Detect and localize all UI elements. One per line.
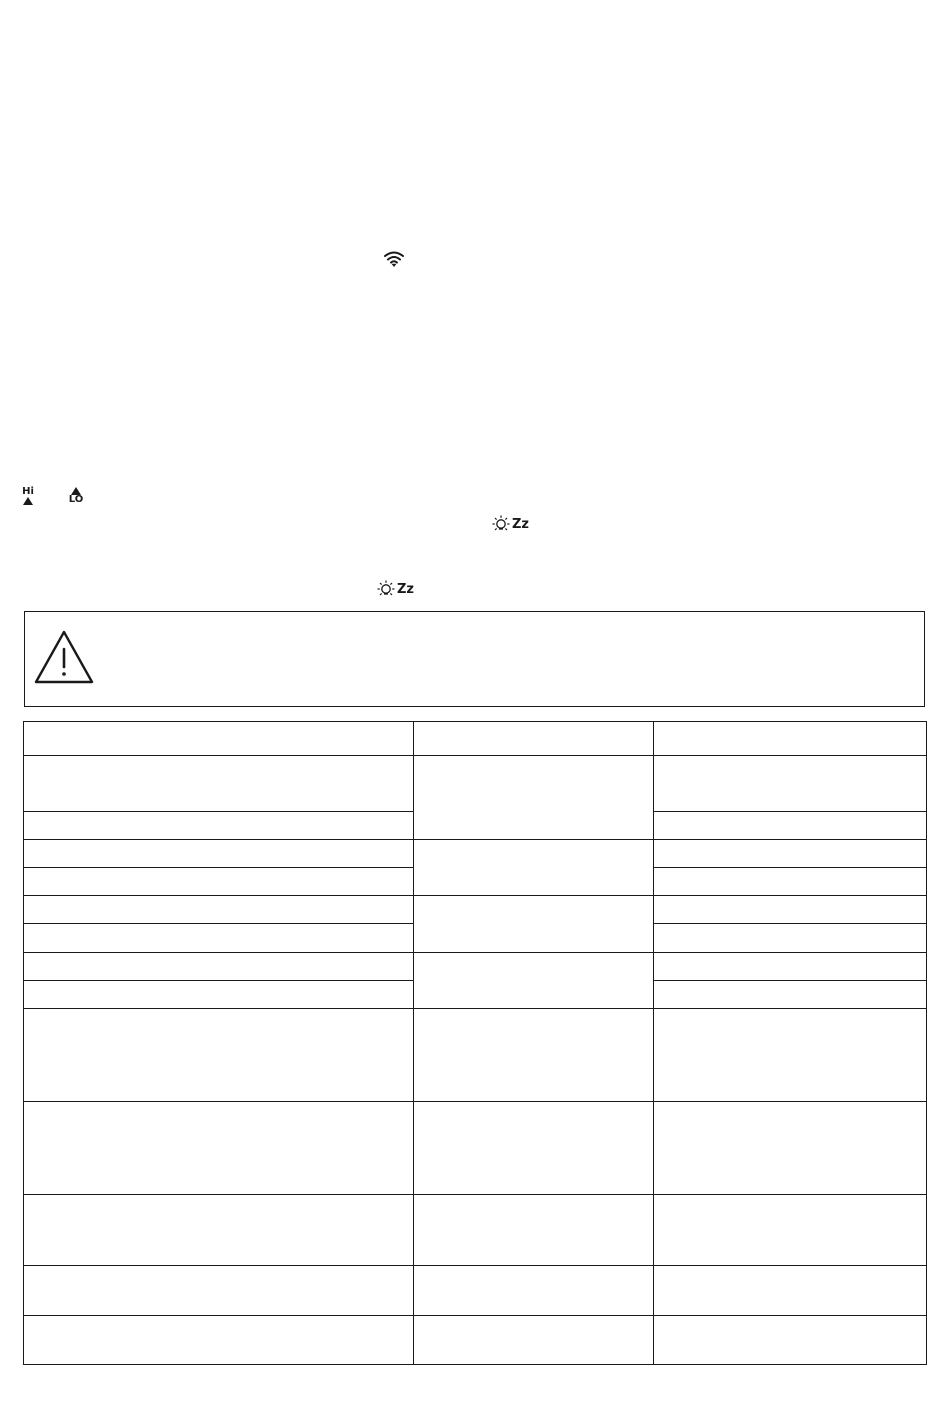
table-cell [653, 868, 926, 896]
table-cell [653, 1266, 926, 1316]
table-cell [653, 756, 926, 812]
table-row [24, 1009, 927, 1102]
bulb-icon [492, 515, 510, 533]
table-row [24, 953, 927, 981]
table-cell [24, 868, 414, 896]
wifi-signal-icon [383, 250, 405, 268]
table-cell [653, 1102, 926, 1195]
lo-alarm-icon [68, 487, 84, 507]
table-header-cell [414, 722, 653, 756]
spec-table [23, 721, 927, 1365]
table-cell [653, 924, 926, 953]
table-cell [653, 1195, 926, 1266]
table-cell [653, 812, 926, 840]
table-row [24, 1195, 927, 1266]
table-cell [414, 1195, 653, 1266]
table-cell [653, 953, 926, 981]
hi-alarm-icon [21, 487, 35, 507]
table-cell [414, 1266, 653, 1316]
lo-label: LO [68, 494, 84, 505]
table-cell-merged [414, 953, 653, 1009]
hi-label: Hi [22, 486, 34, 497]
table-row [24, 1266, 927, 1316]
table-cell [653, 1009, 926, 1102]
table-cell [24, 1316, 414, 1365]
table-cell [653, 1316, 926, 1365]
table-cell [24, 1195, 414, 1266]
table-cell [653, 840, 926, 868]
table-row [24, 896, 927, 924]
table-cell [24, 953, 414, 981]
table-cell [24, 924, 414, 953]
table-cell-merged [414, 896, 653, 953]
backlight-sleep-icon [377, 579, 414, 599]
sleep-label: Zz [512, 516, 529, 532]
warning-notice-box [24, 611, 925, 707]
table-cell [24, 840, 414, 868]
table-cell-merged [414, 840, 653, 896]
table-row [24, 1102, 927, 1195]
table-cell [24, 756, 414, 812]
backlight-sleep-icon [492, 514, 529, 534]
table-cell [24, 1102, 414, 1195]
table-header-row [24, 722, 927, 756]
table-cell [653, 896, 926, 924]
table-header-cell [653, 722, 926, 756]
table-row [24, 756, 927, 812]
table-row [24, 1316, 927, 1365]
table-cell [24, 1266, 414, 1316]
sleep-label: Zz [397, 581, 414, 597]
table-cell [653, 981, 926, 1009]
table-cell [24, 896, 414, 924]
table-cell-merged [414, 756, 653, 840]
table-cell [24, 812, 414, 840]
table-cell [24, 981, 414, 1009]
table-cell [24, 1009, 414, 1102]
warning-triangle-icon [33, 629, 95, 685]
table-row [24, 840, 927, 868]
table-header-cell [24, 722, 414, 756]
table-cell [414, 1102, 653, 1195]
table-cell [414, 1009, 653, 1102]
table-cell [414, 1316, 653, 1365]
bulb-icon [377, 580, 395, 598]
